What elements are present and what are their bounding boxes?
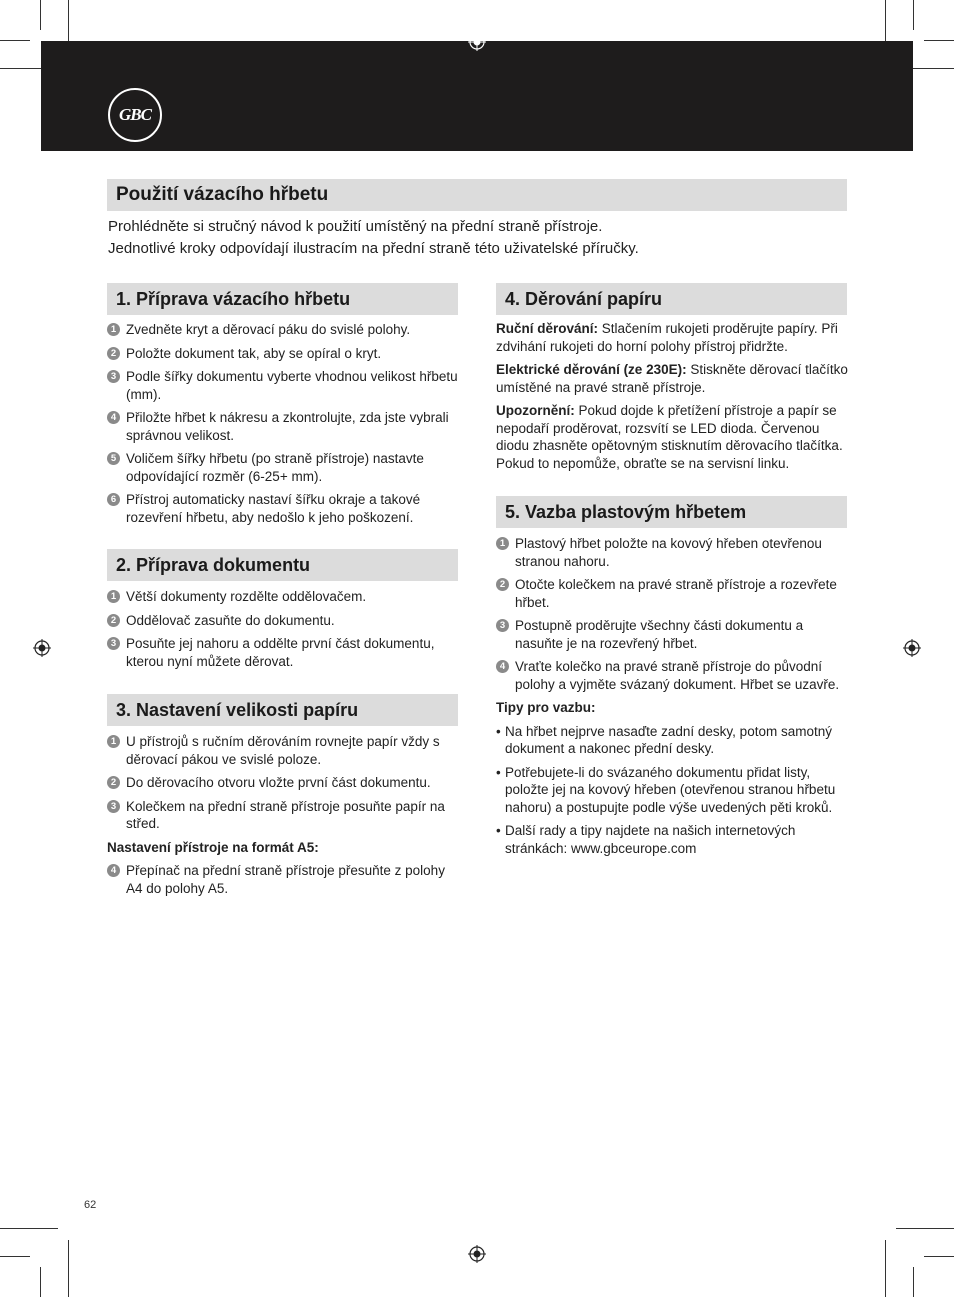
step-number-icon: 3 (496, 619, 509, 632)
step-item (107, 612, 459, 630)
intro-line: Prohlédněte si stručný návod k použití umístěný na přední straně přístroje. (108, 218, 603, 235)
step-item (107, 368, 459, 403)
crop-mark (0, 40, 30, 41)
step-text: U přístrojů s ručním děrováním rovnejte papír vždy s děrovací pákou ve svislé poloze. (126, 734, 440, 767)
crop-mark (896, 1228, 954, 1229)
step-item (496, 535, 848, 570)
step-number-icon: 1 (107, 590, 120, 603)
gbc-logo: GBC (108, 88, 162, 142)
page-number: 62 (84, 1199, 97, 1211)
section-heading-text: 3. Nastavení velikosti papíru (116, 699, 359, 720)
section-heading (107, 694, 458, 726)
step-text: Posuňte jej nahoru a oddělte první část dokumentu, kterou nyní můžete děrovat. (126, 636, 435, 669)
paragraph-label: Elektrické děrování (ze 230E): (496, 362, 687, 377)
registration-mark-icon (903, 639, 921, 657)
crop-mark (913, 1267, 914, 1297)
step-item (496, 576, 848, 611)
step-text: Postupně proděrujte všechny části dokumentu a nasuňte je na rozevřený hřbet. (515, 618, 804, 651)
step-number-icon: 3 (107, 370, 120, 383)
paragraph-text: Stlačením rukojeti proděrujte papíry. Při zdvihání rukojeti do horní polohy přístroj přidržte. (496, 321, 838, 354)
registration-mark-icon (468, 1245, 486, 1263)
paragraph-text: Pokud dojde k přetížení přístroje a papír se nepodaří proděrovat, rozsvítí se LED dioda. Červenou diodu zhasněte opětovným stisknutím děrovacího tlačítka. Pokud to nepomůže, obraťte se na servisní linku. (496, 403, 843, 471)
step-item (107, 635, 459, 670)
step-item (107, 491, 459, 526)
section3-steps (107, 733, 459, 903)
paragraph (496, 361, 848, 396)
section-heading-text: 1. Příprava vázacího hřbetu (116, 288, 351, 309)
tip-item (496, 764, 848, 817)
step-number-icon: 4 (496, 660, 509, 673)
step-text: Položte dokument tak, aby se opíral o kryt. (126, 345, 382, 361)
section4-body (496, 320, 848, 478)
step-text: Voličem šířky hřbetu (po straně přístroje) nastavte odpovídající rozměr (6-25+ mm). (126, 451, 424, 484)
step-item (107, 733, 459, 768)
step-number-icon: 2 (496, 578, 509, 591)
step-item (107, 862, 459, 897)
section-heading (496, 496, 847, 528)
step-number-icon: 2 (107, 614, 120, 627)
step-text: Plastový hřbet položte na kovový hřeben otevřenou stranou nahoru. (515, 536, 822, 569)
step-number-icon: 4 (107, 411, 120, 424)
step-item (107, 345, 459, 363)
registration-mark-icon (468, 33, 486, 51)
step-item (496, 617, 848, 652)
crop-mark (0, 1228, 58, 1229)
step-item (107, 321, 459, 339)
step-text: Vraťte kolečko na pravé straně přístroje do původní polohy a vyjměte svázaný dokument. Hřbet se uzavře. (515, 659, 840, 692)
step-number-icon: 1 (496, 537, 509, 550)
paragraph (496, 402, 848, 472)
tips-heading: Tipy pro vazbu: (496, 700, 596, 715)
step-number-icon: 6 (107, 493, 120, 506)
tip-text: Na hřbet nejprve nasaďte zadní desky, potom samotný dokument a nakonec přední desky. (505, 723, 832, 756)
step-number-icon: 2 (107, 347, 120, 360)
step-item (107, 798, 459, 833)
step-number-icon: 5 (107, 452, 120, 465)
crop-mark (924, 40, 954, 41)
step-text: Zvedněte kryt a děrovací páku do svislé polohy. (126, 322, 411, 337)
step-number-icon: 3 (107, 800, 120, 813)
section-heading-text: 4. Děrování papíru (505, 288, 663, 309)
section-heading (107, 283, 458, 315)
step-number-icon: 2 (107, 776, 120, 789)
step-text: Oddělovač zasuňte do dokumentu. (126, 612, 335, 628)
tip-text: Další rady a tipy najdete na našich internetových stránkách: www.gbceurope.com (505, 823, 796, 856)
paragraph-text: Stiskněte děrovací tlačítko umístěné na pravé straně přístroje. (496, 362, 848, 395)
step-item (496, 658, 848, 693)
section5-body (496, 535, 848, 863)
intro-text (108, 216, 848, 260)
page-title (107, 179, 847, 211)
bullet-icon: • (496, 764, 501, 780)
step-item (107, 588, 459, 606)
step-number-icon: 3 (107, 637, 120, 650)
intro-line: Jednotlivé kroky odpovídají ilustracím na přední straně této uživatelské příručky. (108, 240, 639, 257)
section-heading-text: 2. Příprava dokumentu (116, 554, 311, 575)
paragraph-label: Upozornění: (496, 403, 575, 418)
crop-mark (913, 0, 914, 30)
header-band (41, 41, 913, 151)
section1-steps (107, 321, 459, 532)
step-item (107, 409, 459, 444)
step-item (107, 774, 459, 792)
step-number-icon: 1 (107, 735, 120, 748)
registration-mark-icon (33, 639, 51, 657)
subheading: Nastavení přístroje na formát A5: (107, 839, 319, 855)
page-title-text: Použití vázacího hřbetu (116, 184, 329, 205)
crop-mark (40, 1267, 41, 1297)
step-text: Do děrovacího otvoru vložte první část dokumentu. (126, 775, 431, 790)
section-heading-text: 5. Vazba plastovým hřbetem (505, 501, 747, 522)
step-text: Přiložte hřbet k nákresu a zkontrolujte, zda jste vybrali správnou velikost. (126, 410, 449, 443)
step-number-icon: 1 (107, 323, 120, 336)
step-text: Kolečkem na přední straně přístroje posuňte papír na střed. (126, 798, 445, 831)
section-heading (107, 549, 458, 581)
crop-mark (924, 1256, 954, 1257)
step-number-icon: 4 (107, 864, 120, 877)
tip-text: Potřebujete-li do svázaného dokumentu přidat listy, položte jej na kovový hřeben (otevřenou stranou hřbetu nahoru) a postupujte podle výše uvedených pěti kroků. (505, 764, 836, 815)
step-text: Podle šířky dokumentu vyberte vhodnou velikost hřbetu (mm). (126, 369, 458, 402)
step-text: Otočte kolečkem na pravé straně přístroje a rozevřete hřbet. (515, 577, 837, 610)
paragraph-label: Ruční děrování: (496, 321, 599, 336)
step-text: Přístroj automaticky nastaví šířku okraje a takové rozevření hřbetu, aby nedošlo k jeho poškození. (126, 492, 421, 525)
tip-item (496, 822, 848, 857)
step-text: Přepínač na přední straně přístroje přesuňte z polohy A4 do polohy A5. (126, 863, 445, 896)
bullet-icon: • (496, 723, 501, 739)
step-item (107, 450, 459, 485)
section-heading (496, 283, 847, 315)
crop-mark (40, 0, 41, 30)
section2-steps (107, 588, 459, 676)
crop-mark (885, 1240, 886, 1297)
step-text: Větší dokumenty rozdělte oddělovačem. (126, 589, 367, 604)
bullet-icon: • (496, 823, 501, 838)
crop-mark (0, 1256, 30, 1257)
tip-item (496, 723, 848, 758)
paragraph (496, 320, 848, 355)
crop-mark (68, 1240, 69, 1297)
